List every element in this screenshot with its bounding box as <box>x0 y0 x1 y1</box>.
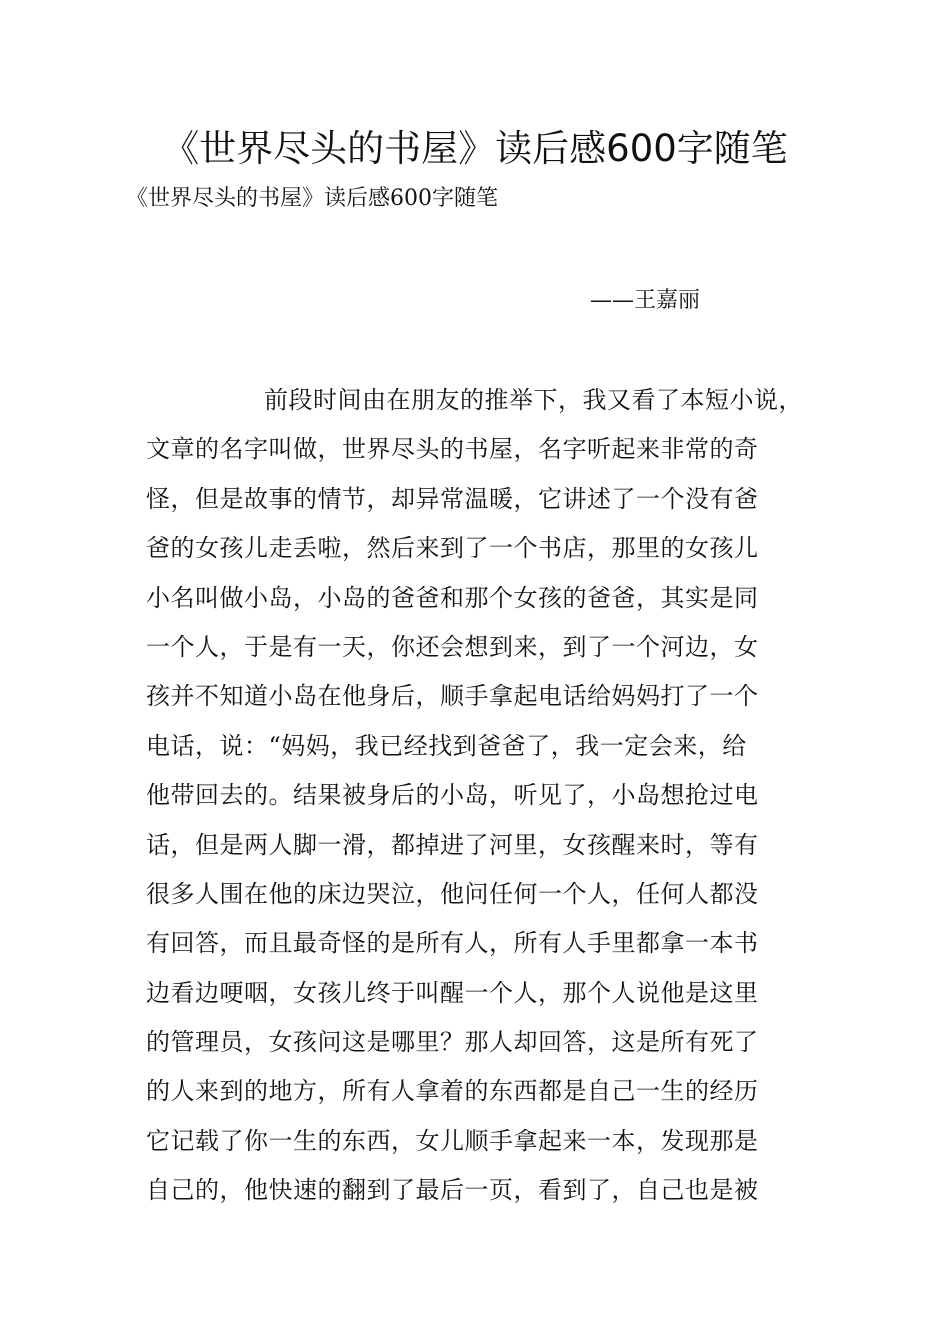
body-paragraph <box>146 376 826 1216</box>
body-line: 小名叫做小岛，小岛的爸爸和那个女孩的爸爸，其实是同 <box>146 583 759 612</box>
body-line: 电话，说：“妈妈，我已经找到爸爸了，我一定会来，给 <box>146 731 747 760</box>
document-subtitle: 《世界尽头的书屋》读后感600字随笔 <box>126 186 498 211</box>
page-title: 《世界尽头的书屋》读后感600字随笔 <box>162 127 788 170</box>
body-line: 话，但是两人脚一滑，都掉进了河里，女孩醒来时，等有 <box>146 830 759 859</box>
body-line: 边看边哽咽，女孩儿终于叫醒一个人，那个人说他是这里 <box>146 978 759 1007</box>
body-line: 文章的名字叫做，世界尽头的书屋，名字听起来非常的奇 <box>146 435 759 464</box>
body-line: 很多人围在他的床边哭泣，他问任何一个人，任何人都没 <box>146 879 759 908</box>
body-line: 自己的，他快速的翻到了最后一页，看到了，自己也是被 <box>146 1176 759 1205</box>
body-line: 前段时间由在朋友的推举下，我又看了本短小说， <box>264 386 803 414</box>
body-line: 孩并不知道小岛在他身后，顺手拿起电话给妈妈打了一个 <box>146 682 759 711</box>
body-line: 他带回去的。结果被身后的小岛，听见了，小岛想抢过电 <box>146 781 759 810</box>
body-line: 爸的女孩儿走丢啦，然后来到了一个书店，那里的女孩儿 <box>146 534 759 563</box>
body-line: 的管理员，女孩问这是哪里？那人却回答，这是所有死了 <box>146 1028 759 1057</box>
body-line: 怪，但是故事的情节，却异常温暖，它讲述了一个没有爸 <box>146 484 759 513</box>
body-line: 一个人，于是有一天，你还会想到来，到了一个河边，女 <box>146 632 759 661</box>
author-byline: ——王嘉丽 <box>590 288 701 313</box>
body-line: 有回答，而且最奇怪的是所有人，所有人手里都拿一本书 <box>146 929 759 958</box>
body-line: 的人来到的地方，所有人拿着的东西都是自己一生的经历 <box>146 1077 759 1106</box>
body-line: 它记载了你一生的东西，女儿顺手拿起来一本，发现那是 <box>146 1126 759 1155</box>
